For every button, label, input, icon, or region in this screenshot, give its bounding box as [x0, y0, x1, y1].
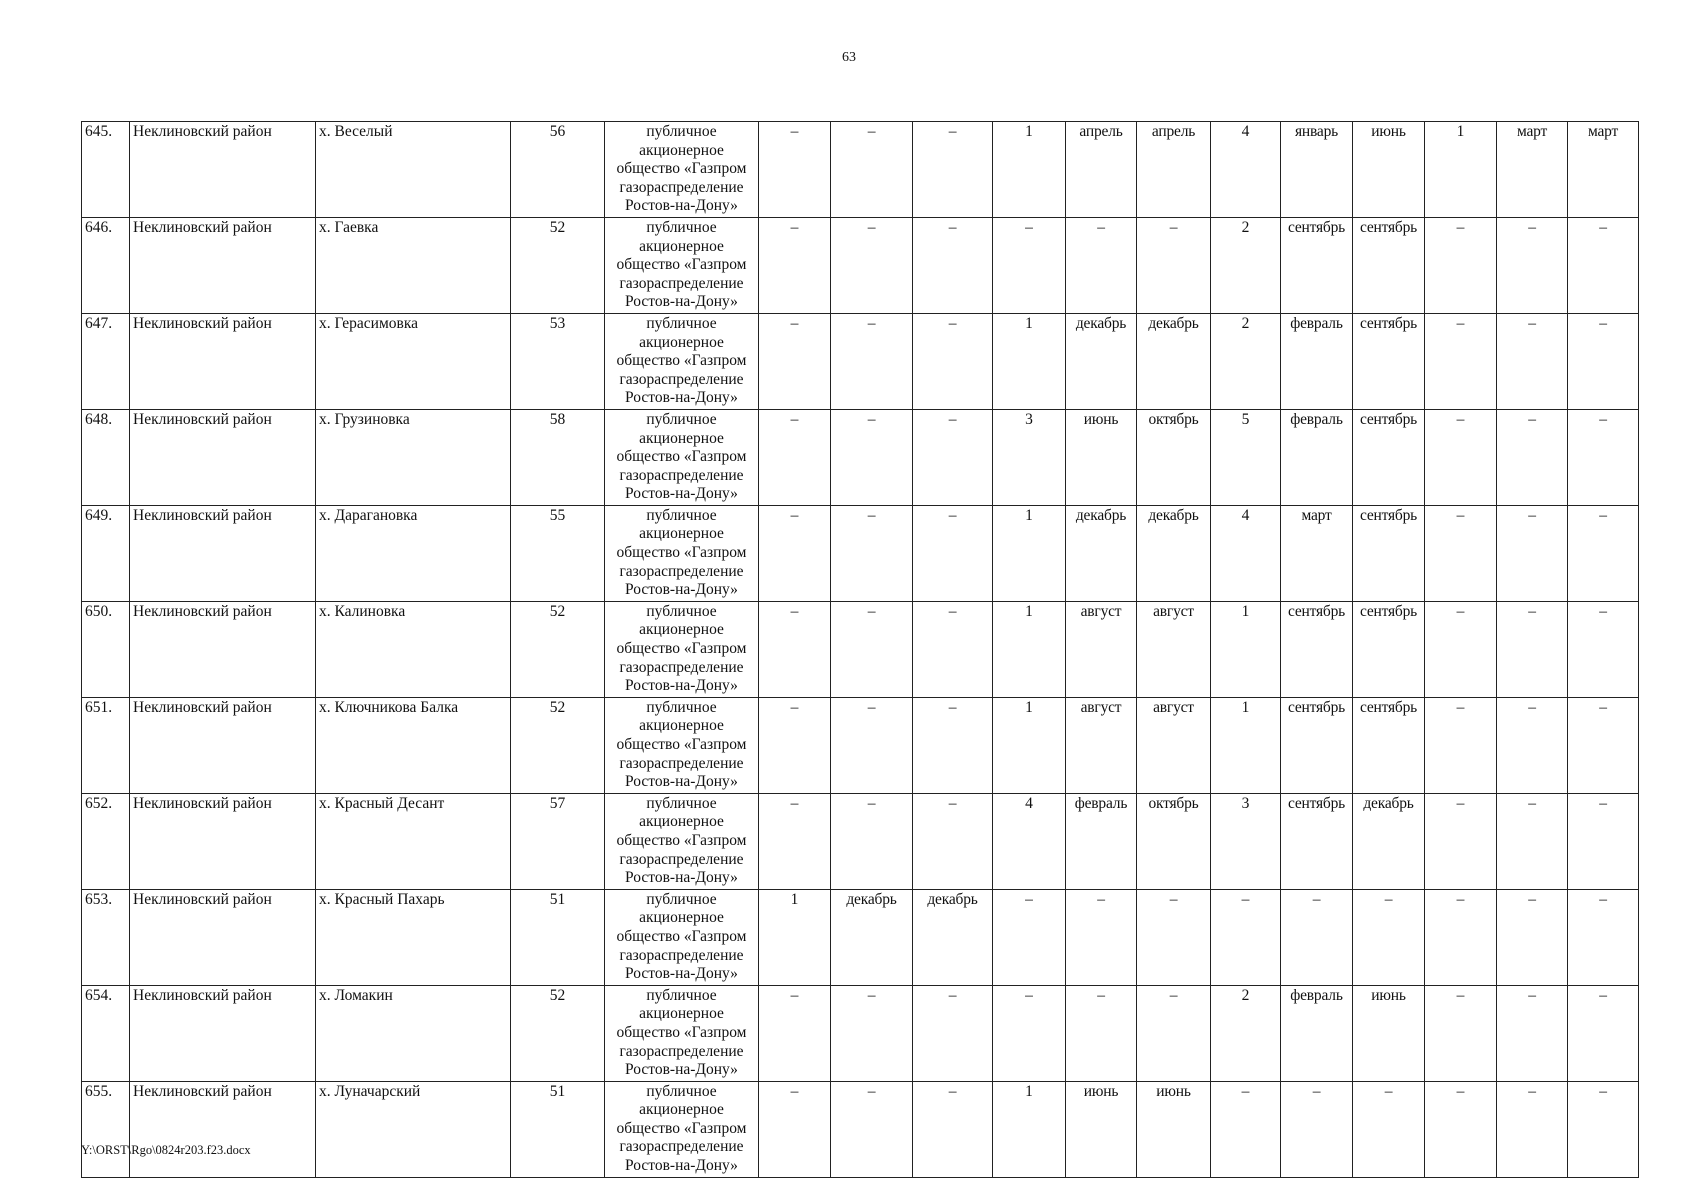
schedule-cell: –	[1425, 889, 1497, 985]
value-cell: 55	[511, 505, 605, 601]
schedule-cell: –	[1211, 889, 1281, 985]
schedule-cell: август	[1066, 601, 1137, 697]
schedule-cell: январь	[1281, 122, 1353, 218]
gasification-schedule-table	[81, 121, 1639, 1178]
document-file-path: Y:\ORST\Rgo\0824r203.f23.docx	[81, 1143, 251, 1157]
schedule-cell: –	[831, 985, 913, 1081]
district-cell: Неклиновский район	[130, 985, 316, 1081]
schedule-cell: –	[1425, 697, 1497, 793]
schedule-cell: –	[993, 985, 1066, 1081]
schedule-cell: –	[913, 601, 993, 697]
schedule-cell: –	[913, 697, 993, 793]
schedule-cell: сентябрь	[1353, 601, 1425, 697]
row-number-cell: 646.	[82, 217, 130, 313]
row-number-cell: 648.	[82, 409, 130, 505]
schedule-cell: февраль	[1066, 793, 1137, 889]
value-cell: 52	[511, 601, 605, 697]
schedule-cell: 5	[1211, 409, 1281, 505]
district-cell: Неклиновский район	[130, 122, 316, 218]
schedule-cell: 3	[1211, 793, 1281, 889]
value-cell: 56	[511, 122, 605, 218]
locality-cell: х. Красный Пахарь	[316, 889, 511, 985]
schedule-cell: декабрь	[1137, 313, 1211, 409]
schedule-cell: –	[759, 505, 831, 601]
schedule-cell: декабрь	[1137, 505, 1211, 601]
schedule-cell: 1	[1211, 601, 1281, 697]
schedule-cell: –	[831, 409, 913, 505]
schedule-cell: сентябрь	[1353, 313, 1425, 409]
schedule-cell: сентябрь	[1353, 217, 1425, 313]
locality-cell: х. Ломакин	[316, 985, 511, 1081]
schedule-cell: –	[759, 217, 831, 313]
schedule-cell: –	[831, 505, 913, 601]
locality-cell: х. Калиновка	[316, 601, 511, 697]
organization-cell: публичное акционерное общество «Газпром газораспределение Ростов-на-Дону»	[605, 601, 759, 697]
value-cell: 52	[511, 217, 605, 313]
schedule-cell: –	[1211, 1081, 1281, 1177]
value-cell: 51	[511, 1081, 605, 1177]
locality-cell: х. Грузиновка	[316, 409, 511, 505]
schedule-cell: –	[1281, 889, 1353, 985]
organization-cell: публичное акционерное общество «Газпром газораспределение Ростов-на-Дону»	[605, 313, 759, 409]
schedule-cell: –	[913, 985, 993, 1081]
schedule-cell: июнь	[1066, 409, 1137, 505]
schedule-cell: август	[1066, 697, 1137, 793]
schedule-cell: 1	[759, 889, 831, 985]
table-row	[82, 217, 1639, 313]
table-row	[82, 697, 1639, 793]
schedule-cell: 1	[993, 601, 1066, 697]
organization-cell: публичное акционерное общество «Газпром газораспределение Ростов-на-Дону»	[605, 793, 759, 889]
district-cell: Неклиновский район	[130, 793, 316, 889]
page-number: 63	[842, 50, 856, 65]
schedule-cell: –	[993, 889, 1066, 985]
organization-cell: публичное акционерное общество «Газпром газораспределение Ростов-на-Дону»	[605, 1081, 759, 1177]
schedule-cell: –	[1137, 217, 1211, 313]
schedule-cell: февраль	[1281, 313, 1353, 409]
schedule-cell: –	[759, 409, 831, 505]
locality-cell: х. Гаевка	[316, 217, 511, 313]
schedule-cell: декабрь	[1066, 505, 1137, 601]
schedule-cell: июнь	[1353, 122, 1425, 218]
schedule-cell: 1	[1211, 697, 1281, 793]
district-cell: Неклиновский район	[130, 217, 316, 313]
schedule-cell: –	[993, 217, 1066, 313]
schedule-cell: –	[1568, 505, 1639, 601]
schedule-cell: –	[759, 601, 831, 697]
schedule-cell: сентябрь	[1281, 217, 1353, 313]
schedule-cell: –	[1568, 1081, 1639, 1177]
schedule-cell: –	[831, 1081, 913, 1177]
schedule-cell: –	[1425, 217, 1497, 313]
organization-cell: публичное акционерное общество «Газпром газораспределение Ростов-на-Дону»	[605, 217, 759, 313]
schedule-cell: –	[1497, 985, 1568, 1081]
schedule-cell: –	[1568, 217, 1639, 313]
schedule-cell: 1	[993, 122, 1066, 218]
schedule-cell: февраль	[1281, 985, 1353, 1081]
schedule-cell: –	[1425, 985, 1497, 1081]
district-cell: Неклиновский район	[130, 697, 316, 793]
locality-cell: х. Красный Десант	[316, 793, 511, 889]
schedule-cell: 2	[1211, 313, 1281, 409]
organization-cell: публичное акционерное общество «Газпром газораспределение Ростов-на-Дону»	[605, 697, 759, 793]
schedule-cell: сентябрь	[1281, 697, 1353, 793]
table-row	[82, 793, 1639, 889]
schedule-cell: октябрь	[1137, 793, 1211, 889]
schedule-cell: –	[1425, 601, 1497, 697]
schedule-cell: –	[913, 793, 993, 889]
schedule-cell: –	[1425, 505, 1497, 601]
schedule-cell: –	[1568, 409, 1639, 505]
value-cell: 57	[511, 793, 605, 889]
schedule-cell: –	[1568, 985, 1639, 1081]
schedule-cell: сентябрь	[1353, 697, 1425, 793]
district-cell: Неклиновский район	[130, 889, 316, 985]
locality-cell: х. Луначарский	[316, 1081, 511, 1177]
schedule-cell: –	[1066, 985, 1137, 1081]
schedule-cell: –	[1568, 313, 1639, 409]
schedule-cell: 4	[993, 793, 1066, 889]
schedule-cell: –	[1497, 889, 1568, 985]
organization-cell: публичное акционерное общество «Газпром газораспределение Ростов-на-Дону»	[605, 505, 759, 601]
schedule-cell: декабрь	[831, 889, 913, 985]
locality-cell: х. Веселый	[316, 122, 511, 218]
schedule-cell: июнь	[1353, 985, 1425, 1081]
table-row	[82, 889, 1639, 985]
value-cell: 51	[511, 889, 605, 985]
row-number-cell: 651.	[82, 697, 130, 793]
schedule-cell: –	[1137, 889, 1211, 985]
schedule-cell: –	[831, 122, 913, 218]
schedule-cell: –	[1353, 1081, 1425, 1177]
table-row	[82, 601, 1639, 697]
schedule-cell: –	[1066, 889, 1137, 985]
district-cell: Неклиновский район	[130, 313, 316, 409]
schedule-cell: сентябрь	[1353, 505, 1425, 601]
schedule-cell: апрель	[1066, 122, 1137, 218]
schedule-cell: –	[1568, 793, 1639, 889]
schedule-cell: 1	[993, 1081, 1066, 1177]
organization-cell: публичное акционерное общество «Газпром газораспределение Ростов-на-Дону»	[605, 122, 759, 218]
schedule-cell: –	[1425, 409, 1497, 505]
schedule-cell: –	[759, 1081, 831, 1177]
schedule-cell: –	[1568, 889, 1639, 985]
row-number-cell: 649.	[82, 505, 130, 601]
schedule-cell: –	[1281, 1081, 1353, 1177]
schedule-cell: –	[759, 122, 831, 218]
schedule-cell: февраль	[1281, 409, 1353, 505]
table-row	[82, 985, 1639, 1081]
organization-cell: публичное акционерное общество «Газпром газораспределение Ростов-на-Дону»	[605, 409, 759, 505]
schedule-cell: 2	[1211, 985, 1281, 1081]
schedule-cell: –	[831, 601, 913, 697]
schedule-cell: –	[913, 313, 993, 409]
schedule-cell: –	[759, 985, 831, 1081]
schedule-cell: –	[759, 697, 831, 793]
organization-cell: публичное акционерное общество «Газпром газораспределение Ростов-на-Дону»	[605, 889, 759, 985]
row-number-cell: 655.	[82, 1081, 130, 1177]
schedule-cell: октябрь	[1137, 409, 1211, 505]
schedule-cell: –	[1425, 1081, 1497, 1177]
schedule-cell: –	[1568, 697, 1639, 793]
schedule-cell: сентябрь	[1281, 793, 1353, 889]
schedule-cell: сентябрь	[1353, 409, 1425, 505]
schedule-cell: 3	[993, 409, 1066, 505]
organization-cell: публичное акционерное общество «Газпром газораспределение Ростов-на-Дону»	[605, 985, 759, 1081]
schedule-cell: 1	[993, 697, 1066, 793]
table-row	[82, 409, 1639, 505]
schedule-cell: 1	[993, 505, 1066, 601]
schedule-cell: –	[913, 1081, 993, 1177]
schedule-cell: –	[1425, 793, 1497, 889]
schedule-cell: август	[1137, 697, 1211, 793]
schedule-cell: –	[831, 697, 913, 793]
table-row	[82, 313, 1639, 409]
schedule-cell: –	[1425, 313, 1497, 409]
schedule-cell: сентябрь	[1281, 601, 1353, 697]
locality-cell: х. Герасимовка	[316, 313, 511, 409]
schedule-cell: –	[831, 217, 913, 313]
schedule-cell: 2	[1211, 217, 1281, 313]
schedule-cell: –	[1497, 793, 1568, 889]
schedule-cell: июнь	[1066, 1081, 1137, 1177]
schedule-cell: август	[1137, 601, 1211, 697]
schedule-cell: –	[913, 122, 993, 218]
locality-cell: х. Ключникова Балка	[316, 697, 511, 793]
schedule-cell: –	[759, 793, 831, 889]
schedule-cell: март	[1568, 122, 1639, 218]
district-cell: Неклиновский район	[130, 505, 316, 601]
schedule-cell: –	[1497, 505, 1568, 601]
schedule-cell: –	[1353, 889, 1425, 985]
row-number-cell: 654.	[82, 985, 130, 1081]
value-cell: 58	[511, 409, 605, 505]
table-row	[82, 122, 1639, 218]
schedule-cell: –	[1497, 313, 1568, 409]
district-cell: Неклиновский район	[130, 1081, 316, 1177]
value-cell: 52	[511, 985, 605, 1081]
schedule-cell: –	[913, 505, 993, 601]
schedule-cell: 4	[1211, 122, 1281, 218]
value-cell: 53	[511, 313, 605, 409]
district-cell: Неклиновский район	[130, 409, 316, 505]
table-row	[82, 505, 1639, 601]
district-cell: Неклиновский район	[130, 601, 316, 697]
schedule-cell: 1	[993, 313, 1066, 409]
schedule-cell: –	[1497, 697, 1568, 793]
schedule-cell: –	[1497, 217, 1568, 313]
schedule-cell: –	[913, 217, 993, 313]
locality-cell: х. Дарагановка	[316, 505, 511, 601]
schedule-cell: –	[831, 313, 913, 409]
schedule-cell: –	[1497, 409, 1568, 505]
table-row	[82, 1081, 1639, 1177]
schedule-cell: –	[1137, 985, 1211, 1081]
schedule-cell: –	[1568, 601, 1639, 697]
row-number-cell: 653.	[82, 889, 130, 985]
schedule-cell: март	[1281, 505, 1353, 601]
value-cell: 52	[511, 697, 605, 793]
schedule-cell: декабрь	[913, 889, 993, 985]
schedule-cell: декабрь	[1353, 793, 1425, 889]
schedule-cell: –	[913, 409, 993, 505]
schedule-cell: декабрь	[1066, 313, 1137, 409]
schedule-cell: –	[1497, 1081, 1568, 1177]
row-number-cell: 645.	[82, 122, 130, 218]
schedule-cell: –	[1066, 217, 1137, 313]
schedule-cell: июнь	[1137, 1081, 1211, 1177]
row-number-cell: 652.	[82, 793, 130, 889]
schedule-cell: –	[1497, 601, 1568, 697]
schedule-cell: апрель	[1137, 122, 1211, 218]
row-number-cell: 650.	[82, 601, 130, 697]
schedule-cell: –	[759, 313, 831, 409]
schedule-cell: 4	[1211, 505, 1281, 601]
schedule-cell: –	[831, 793, 913, 889]
schedule-cell: 1	[1425, 122, 1497, 218]
schedule-cell: март	[1497, 122, 1568, 218]
row-number-cell: 647.	[82, 313, 130, 409]
